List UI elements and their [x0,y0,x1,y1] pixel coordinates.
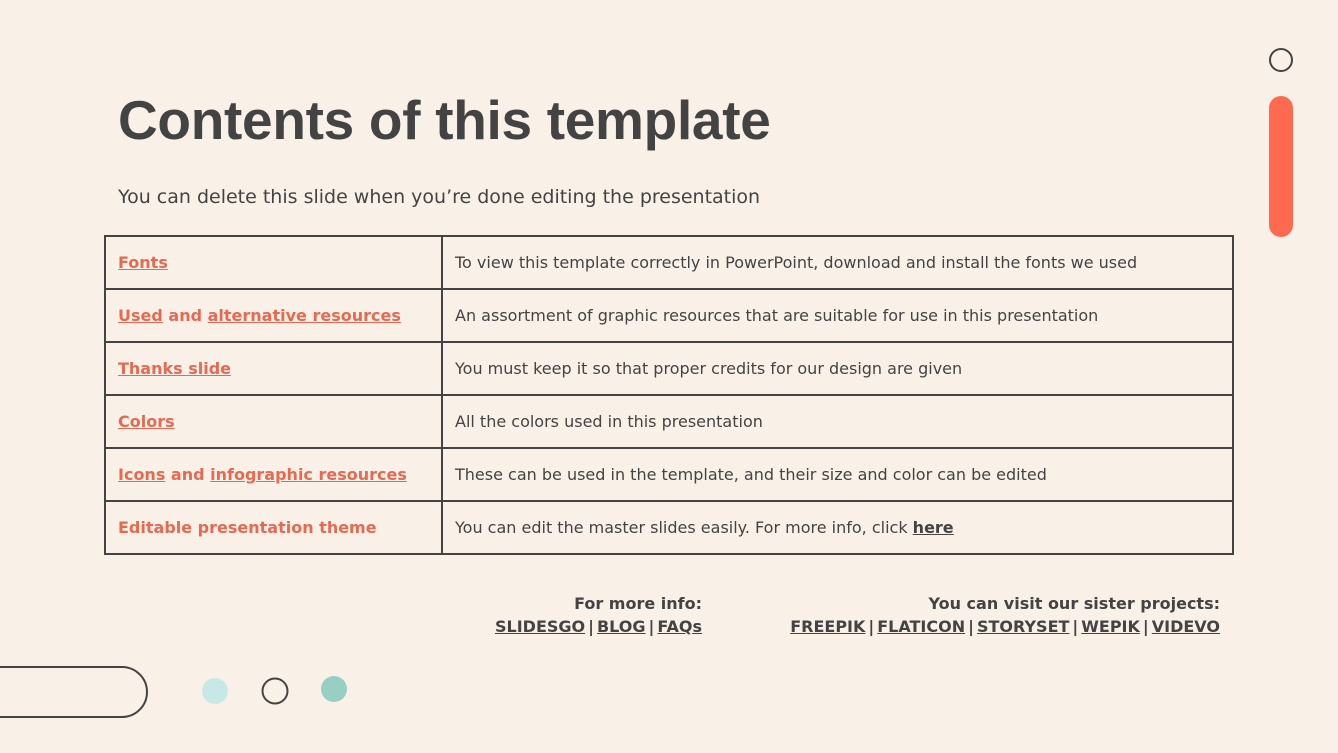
link-separator: | [1072,617,1079,636]
row-title-link[interactable]: Colors [118,412,175,431]
row-description: To view this template correctly in PowerPoint, download and install the fonts we used [455,253,1138,272]
row-description-cell [442,289,1233,342]
sister-link-videvo[interactable]: VIDEVO [1151,617,1220,636]
more-info-link-slidesgo[interactable]: SLIDESGO [495,617,586,636]
link-separator: | [868,617,875,636]
row-title-link[interactable]: Fonts [118,253,168,272]
row-description: All the colors used in this presentation [455,412,763,431]
row-description: An assortment of graphic resources that are suitable for use in this presentation [455,306,1099,325]
table-row [105,342,1233,395]
row-title-link[interactable]: Icons [118,465,166,484]
contents-table [104,235,1234,555]
sister-projects-block [790,592,1220,638]
table-row [105,236,1233,289]
light-teal-dot [198,674,232,708]
row-description-cell [442,342,1233,395]
page-subtitle: You can delete this slide when you’re done editing the presentation [118,186,761,208]
sister-link-wepik[interactable]: WEPIK [1081,617,1140,636]
sister-link-flaticon[interactable]: FLATICON [877,617,966,636]
sister-projects-label: You can visit our sister projects: [928,594,1220,613]
row-description: You can edit the master slides easily. For more info, click [455,518,913,537]
outline-circle-icon [1266,46,1296,76]
outline-dot [258,674,292,708]
accent-pill [1266,94,1298,240]
row-description: You must keep it so that proper credits for our design are given [455,359,963,378]
row-title-cell [105,342,442,395]
teal-dot [318,672,352,706]
table-row [105,289,1233,342]
row-description-cell [442,501,1233,554]
row-description: These can be used in the template, and their size and color can be edited [455,465,1047,484]
link-separator: | [648,617,655,636]
row-description-cell [442,448,1233,501]
here-link[interactable]: here [912,518,954,537]
sister-link-freepik[interactable]: FREEPIK [790,617,866,636]
row-title-cell [105,501,442,554]
row-title-link[interactable]: Thanks slide [118,359,232,378]
row-title-cell [105,448,442,501]
more-info-link-blog[interactable]: BLOG [596,617,646,636]
table-row [105,395,1233,448]
row-title-link[interactable]: infographic resources [210,465,407,484]
link-separator: | [1142,617,1149,636]
row-title-link[interactable]: Used [118,306,163,325]
row-title-text: and [165,465,211,484]
link-separator: | [588,617,594,636]
link-separator: | [968,617,974,636]
row-title-text: and [162,306,208,325]
table-row [105,448,1233,501]
row-title-link[interactable]: alternative resources [207,306,401,325]
outline-pill [0,664,152,720]
row-title-cell [105,289,442,342]
more-info-label: For more info: [574,594,702,613]
row-title-cell [105,236,442,289]
more-info-block [495,592,702,638]
sister-link-storyset[interactable]: STORYSET [976,617,1070,636]
row-description-cell [442,395,1233,448]
row-title-text: Editable presentation theme [118,518,377,537]
row-description-cell [442,236,1233,289]
row-title-cell [105,395,442,448]
more-info-links [495,615,702,638]
more-info-link-faqs[interactable]: FAQs [657,617,702,636]
page-title: Contents of this template [118,89,771,151]
sister-project-links [790,615,1220,638]
table-row [105,501,1233,554]
